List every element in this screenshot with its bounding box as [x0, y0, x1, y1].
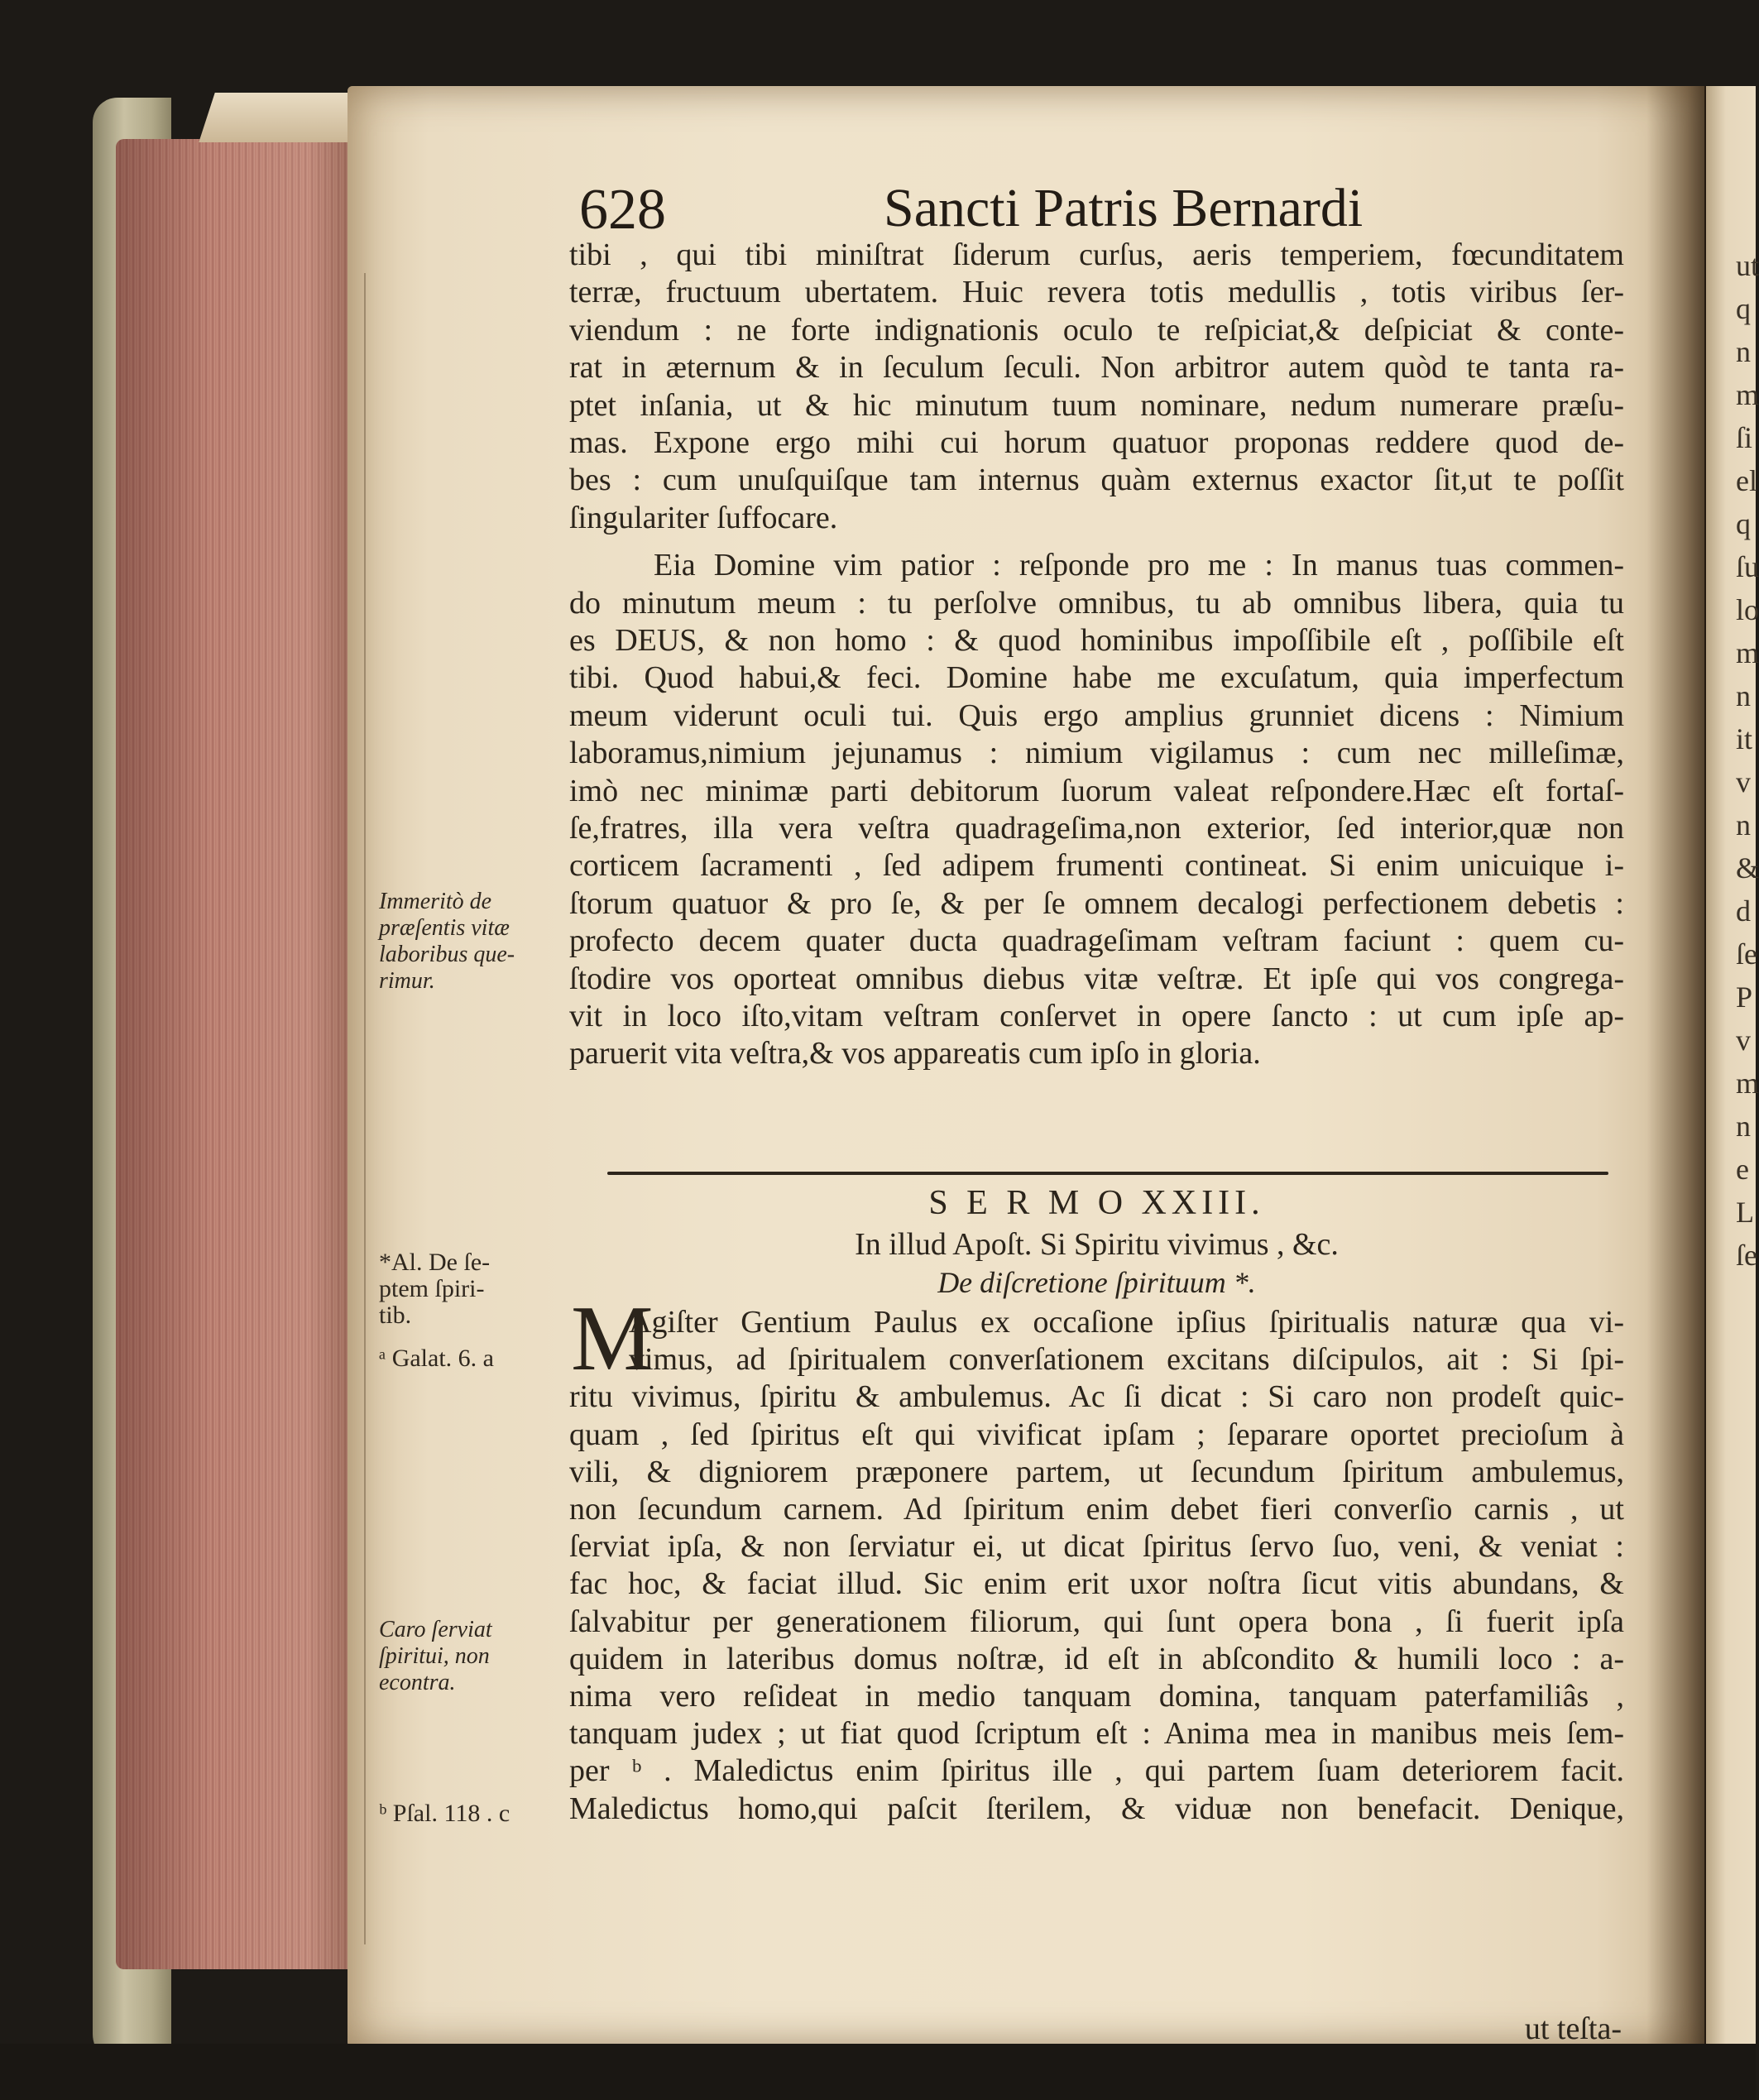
body-line: rat in æternum & in ſeculum ſeculi. Non arbitror autem quòd te tanta ra- — [569, 350, 1624, 386]
body-line: ſingulariter ſuffocare. — [569, 500, 838, 535]
body-line: mas. Expone ergo mihi cui horum quatuor proponas reddere quod de- — [569, 425, 1624, 460]
body-line: es DEUS, & non homo : & quod hominibus impoſſibile eſt , poſſibile eſt — [569, 623, 1624, 658]
right-page-fragment: it — [1736, 722, 1753, 755]
marginal-note-4: Caro ſerviat ſpiritui, non econtra. — [379, 1617, 492, 1695]
right-page-fragment: L — [1736, 1196, 1754, 1229]
body-line: vit in loco iſto,vitam veſtram conſervet in opere ſancto : ut cum ipſe ap- — [569, 999, 1624, 1033]
right-page-fragment: & — [1736, 851, 1759, 885]
body-line: viendum : ne forte indignationis oculo te reſpiciat,& deſpiciat & conte- — [569, 312, 1624, 348]
body-line: ſtodire vos oporteat omnibus diebus vitæ veſtræ. Et ipſe qui vos congrega- — [569, 961, 1624, 996]
body-line: do minutum meum : tu perſolve omnibus, tu ab omnibus libera, quia tu — [569, 585, 1624, 621]
sermon-line: vimus, ad ſpiritualem converſationem excitans diſcipulos, ait : Si ſpi- — [629, 1342, 1624, 1378]
sermon-subtitle: In illud Apoſt. Si Spiritu vivimus , &c. — [855, 1227, 1339, 1262]
body-line: ſe,fratres, illa vera veſtra quadrageſima,non exterior, ſed interior,quæ non — [569, 811, 1624, 846]
drop-capital: M — [571, 1287, 654, 1390]
marginal-note-1: Immeritò de præſentis vitæ laboribus que- rimur. — [379, 889, 515, 994]
sermon-line: fac hoc, & faciat illud. Sic enim erit uxor noſtra ſicut vitis abundans, & — [569, 1566, 1624, 1602]
body-line: tibi , qui tibi miniſtrat ſiderum curſus, aeris temperiem, fœcunditatem — [569, 237, 1624, 272]
sermon-line: ſalvabitur per generationem filiorum, qui ſunt opera bona , ſi fuerit ipſa — [569, 1604, 1624, 1639]
right-page-fragment: ſe — [1736, 1239, 1757, 1272]
right-page-fragment: ſi — [1736, 421, 1753, 454]
body-line: corticem ſacramenti , ſed adipem frumenti contineat. Si enim unicuique i- — [569, 848, 1624, 884]
page-edges-shading — [116, 139, 356, 1969]
sermon-line: Maledictus homo,qui paſcit ſterilem, & viduæ non benefacit. Denique, — [569, 1791, 1624, 1826]
right-page-fragment: n — [1736, 679, 1751, 712]
right-page-fragment: n — [1736, 808, 1751, 841]
body-line: terræ, fructuum ubertatem. Huic revera totis medullis , totis viribus ſer- — [569, 275, 1624, 310]
sermon-subtitle-2: De diſcretione ſpirituum *. — [937, 1266, 1256, 1299]
sermon-line: nima vero reſideat in medio tanquam domina, tanquam paterfamiliâs , — [569, 1679, 1624, 1714]
background-table — [0, 2044, 1756, 2100]
right-page-fragment: m — [1736, 1067, 1759, 1100]
sermon-line: per ᵇ . Maledictus enim ſpiritus ille , qui partem ſuam deteriorem facit. — [569, 1753, 1624, 1789]
running-title: Sancti Patris Bernardi — [884, 178, 1364, 238]
right-page-fragment: n — [1736, 335, 1751, 368]
body-line: ſtorum quatuor & pro ſe, & per ſe omnem decalogi perfectionem debetis : — [569, 885, 1624, 921]
right-page-fragment: q — [1736, 507, 1751, 540]
section-rule — [607, 1172, 1608, 1175]
body-line: ptet inſania, ut & hic minutum tuum nominare, nedum numerare præſu- — [569, 387, 1624, 423]
marginal-note-5: ᵇ Pſal. 118 . c — [379, 1800, 510, 1827]
body-line: profecto decem quater ducta quadrageſimam veſtram faciunt : quem cu- — [569, 923, 1624, 959]
sermon-line: Agiſter Gentium Paulus ex occaſione ipſius ſpiritualis naturæ qua vi- — [629, 1305, 1624, 1340]
sermon-heading: S E R M O XXIII. — [928, 1184, 1265, 1222]
sermon-line: quam , ſed ſpiritus eſt qui vivificat ipſam ; ſeparare oportet precioſum à — [569, 1417, 1624, 1452]
right-page-fragment: d — [1736, 894, 1751, 928]
sermon-line: vili, & digniorem præponere partem, ut ſecundum ſpiritum ambulemus, — [569, 1454, 1624, 1489]
right-page-fragment: v — [1736, 765, 1751, 798]
body-line: laboramus,nimium jejunamus : nimium vigilamus : cum nec milleſimæ, — [569, 736, 1624, 771]
catchword: ut teſta- — [1524, 2011, 1622, 2046]
sermon-line: ſerviat ipſa, & non ſerviatur ei, ut dicat ſpiritus ſervo ſuo, veni, & veniat : — [569, 1529, 1624, 1565]
body-line: paruerit vita veſtra,& vos appareatis cum ipſo in gloria. — [569, 1036, 1261, 1072]
sermon-line: tanquam judex ; ut fiat quod ſcriptum eſt : Anima mea in manibus meis ſem- — [569, 1716, 1624, 1752]
right-page-fragment: m — [1736, 378, 1759, 411]
body-line: imò nec minimæ parti debitorum ſuorum valeat reſpondere.Hæc eſt fortaſ- — [569, 773, 1624, 808]
sermon-line: ritu vivimus, ſpiritu & ambulemus. Ac ſi dicat : Si caro non prodeſt quic- — [569, 1379, 1624, 1415]
marginal-note-2: *Al. De ſe- ptem ſpiri- tib. — [379, 1249, 491, 1329]
right-page-fragment: n — [1736, 1110, 1751, 1143]
page-number: 628 — [579, 178, 666, 242]
right-page-fragment: P — [1736, 980, 1753, 1014]
body-line: tibi. Quod habui,& feci. Domine habe me excuſatum, quia imperfectum — [569, 660, 1624, 696]
body-line: meum viderunt oculi tui. Quis ergo amplius grunniet dicens : Nimium — [569, 698, 1624, 733]
page-fold-line — [364, 273, 366, 1944]
right-page-fragment: q — [1736, 292, 1751, 325]
sermon-line: non ſecundum carnem. Ad ſpiritum enim debet fieri converſio carnis , ut — [569, 1492, 1624, 1527]
right-page-fragment: v — [1736, 1024, 1751, 1057]
marginal-note-3: ᵃ Galat. 6. a — [379, 1345, 494, 1372]
right-page-fragment: e — [1736, 1153, 1749, 1186]
body-line: bes : cum unuſquiſque tam internus quàm externus exactor ſit,ut te poſſit — [569, 463, 1624, 498]
right-page-fragment: ſe — [1736, 937, 1757, 971]
right-page-fragment: lo — [1736, 593, 1759, 626]
right-page-fragment: m — [1736, 636, 1759, 669]
body-line: Eia Domine vim patior : reſponde pro me : In manus tuas commen- — [654, 548, 1624, 583]
right-page-fragment: ut — [1736, 249, 1759, 282]
sermon-line: quidem in lateribus domus noſtræ, id eſt in abſcondito & humili loco : a- — [569, 1641, 1624, 1676]
right-page-fragment: el — [1736, 464, 1757, 497]
running-head — [0, 177, 1756, 243]
right-page-fragment: ſu — [1736, 550, 1759, 583]
